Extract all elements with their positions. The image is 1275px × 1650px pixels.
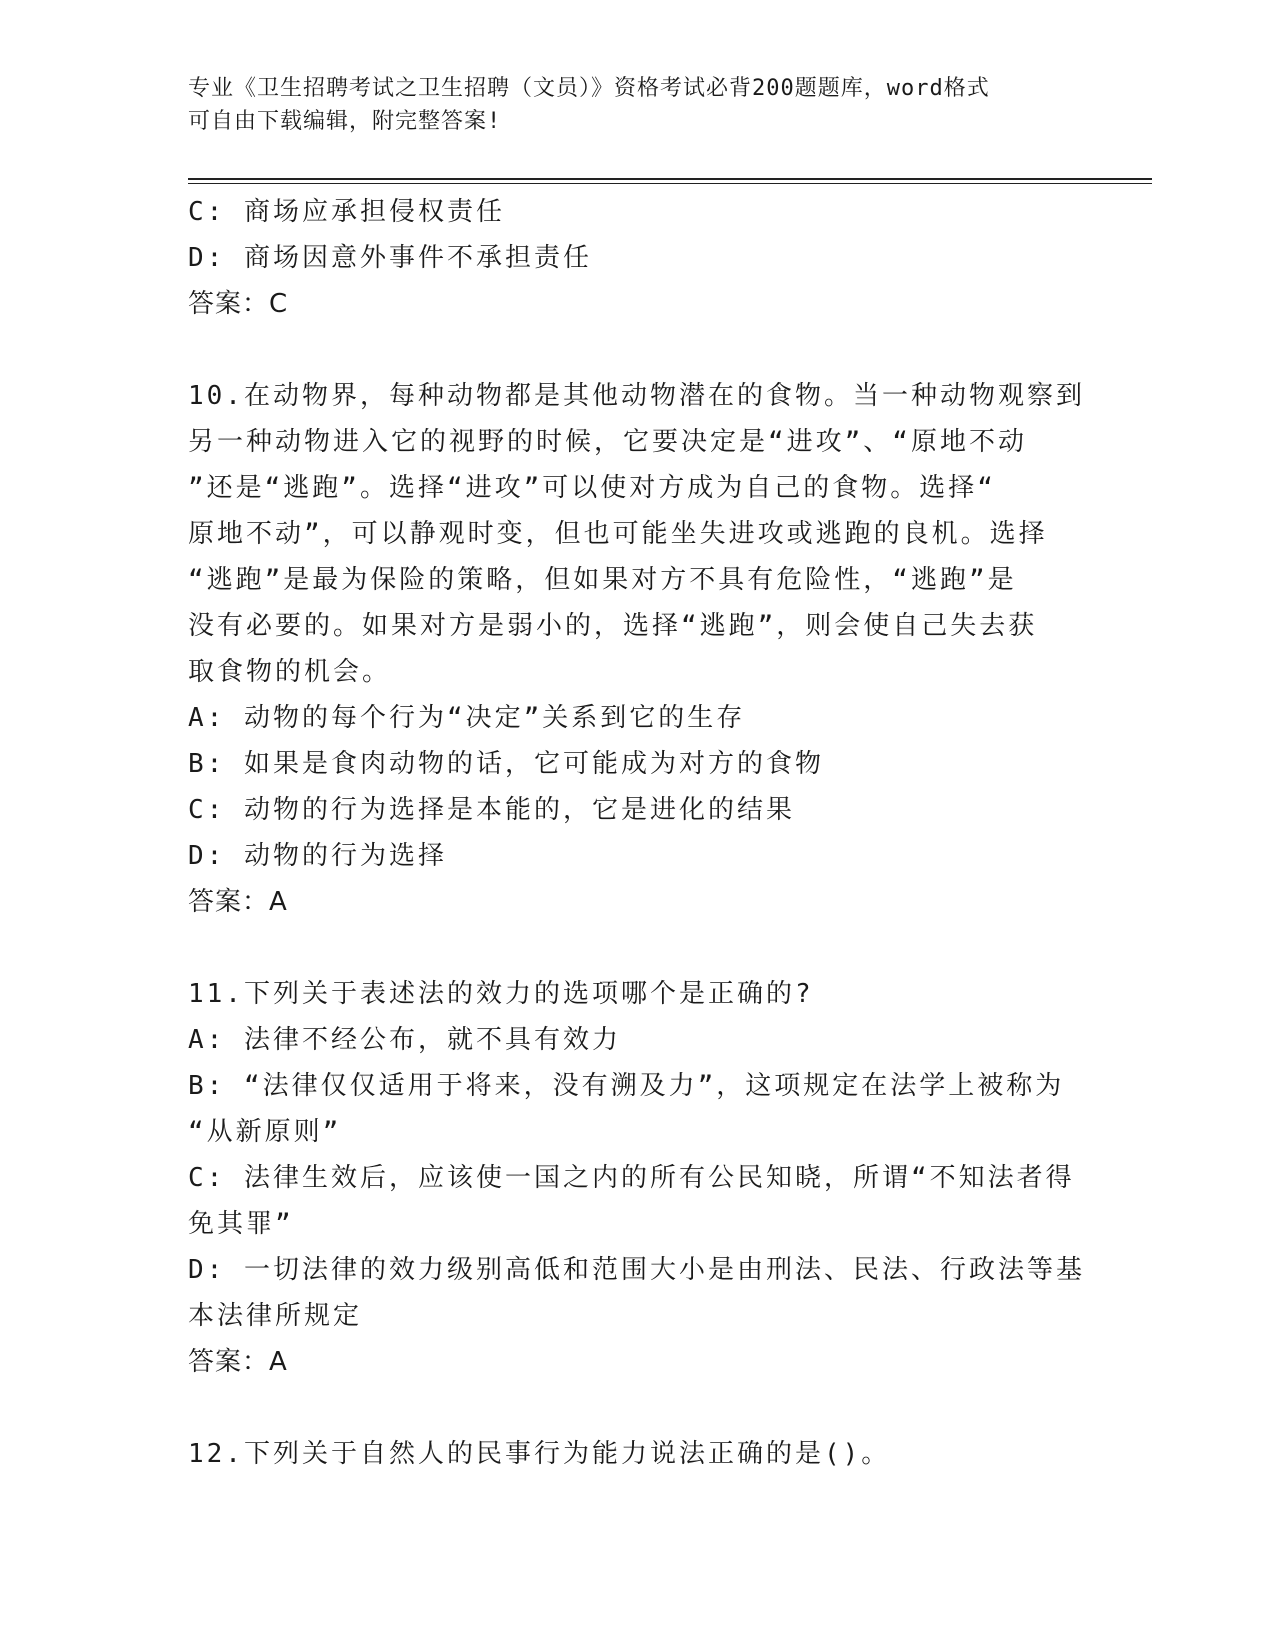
question-9 — [188, 189, 1078, 327]
q9-answer: 答案：C — [188, 289, 289, 319]
header-title-line-1: 专业《卫生招聘考试之卫生招聘（文员）》资格考试必背200题题库，word格式 — [188, 76, 990, 101]
document-header — [188, 72, 1068, 138]
q11-stem: 11.下列关于表述法的效力的选项哪个是正确的? — [188, 979, 814, 1009]
q11-option-d-line: 本法律所规定 — [188, 1301, 363, 1331]
question-11 — [188, 971, 1085, 1385]
spacer — [188, 1385, 1078, 1431]
q10-stem-line: 10.在动物界，每种动物都是其他动物潜在的食物。当一种动物观察到 — [188, 381, 1085, 411]
q10-option-a: A: 动物的每个行为“决定”关系到它的生存 — [188, 703, 746, 733]
q10-stem-line: 原地不动”，可以静观时变，但也可能坐失进攻或逃跑的良机。选择 — [188, 519, 1048, 549]
q9-option-c: C: 商场应承担侵权责任 — [188, 197, 505, 227]
q11-option-c-line: C: 法律生效后，应该使一国之内的所有公民知晓，所谓“不知法者得 — [188, 1163, 1075, 1193]
q11-option-b-line: B: “法律仅仅适用于将来，没有溯及力”，这项规定在法学上被称为 — [188, 1071, 1065, 1101]
q11-option-c-line: 免其罪” — [188, 1209, 294, 1239]
header-title-line-2: 可自由下载编辑，附完整答案! — [188, 109, 502, 134]
q10-stem-line: “逃跑”是最为保险的策略，但如果对方不具有危险性，“逃跑”是 — [188, 565, 1017, 595]
q10-answer: 答案：A — [188, 887, 288, 917]
document-body — [188, 189, 1085, 1477]
q11-option-a: A: 法律不经公布，就不具有效力 — [188, 1025, 621, 1055]
q10-stem-line: 没有必要的。如果对方是弱小的，选择“逃跑”，则会使自己失去获 — [188, 611, 1038, 641]
q10-stem-line: ”还是“逃跑”。选择“进攻”可以使对方成为自己的食物。选择“ — [188, 473, 996, 503]
spacer — [188, 327, 1078, 373]
q10-option-b: B: 如果是食肉动物的话，它可能成为对方的食物 — [188, 749, 824, 779]
q10-option-c: C: 动物的行为选择是本能的，它是进化的结果 — [188, 795, 795, 825]
q10-stem-line: 取食物的机会。 — [188, 657, 392, 687]
q10-option-d: D: 动物的行为选择 — [188, 841, 447, 871]
question-12 — [188, 1431, 1078, 1477]
header-divider-thin — [188, 183, 1152, 184]
question-10 — [188, 373, 1085, 925]
q10-stem-line: 另一种动物进入它的视野的时候，它要决定是“进攻”、“原地不动 — [188, 427, 1027, 457]
q12-stem: 12.下列关于自然人的民事行为能力说法正确的是()。 — [188, 1439, 891, 1469]
q9-option-d: D: 商场因意外事件不承担责任 — [188, 243, 592, 273]
spacer — [188, 925, 1078, 971]
q11-option-b-line: “从新原则” — [188, 1117, 342, 1147]
q11-option-d-line: D: 一切法律的效力级别高低和范围大小是由刑法、民法、行政法等基 — [188, 1255, 1085, 1285]
q11-answer: 答案：A — [188, 1347, 288, 1377]
header-divider-thick — [188, 178, 1152, 180]
